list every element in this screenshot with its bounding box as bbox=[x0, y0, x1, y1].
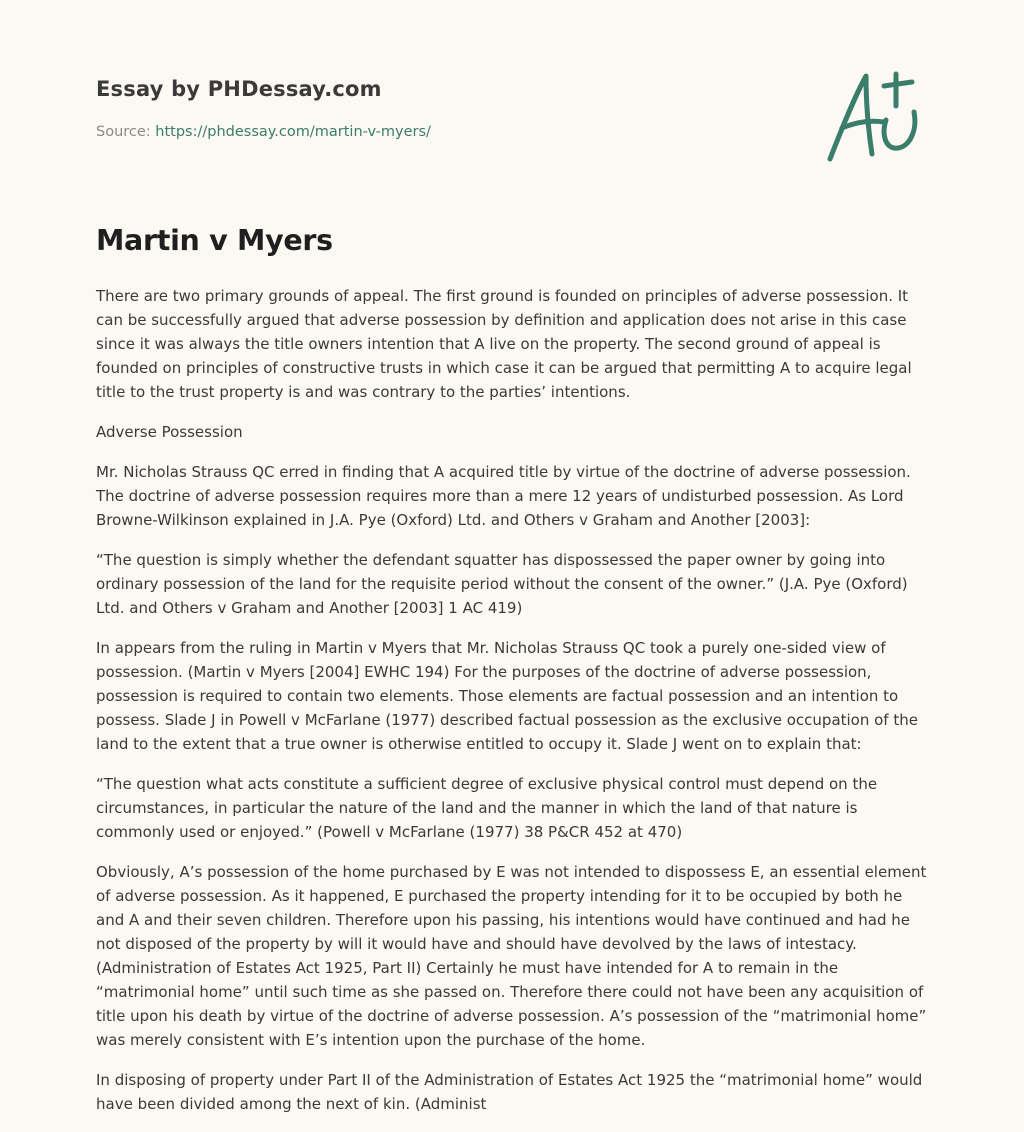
source-label: Source: bbox=[96, 124, 151, 140]
paragraph: In disposing of property under Part II of the Administration of Estates Act 1925 the “matrimonial home” would have been divided among the next of kin. (Administ bbox=[96, 1071, 923, 1113]
page-title: Martin v Myers bbox=[96, 224, 333, 257]
quote-paragraph: “The question what acts constitute a sufficient degree of exclusive physical control must depend on the circumstances, in particular the nature of the land and the manner in which the land of that nature is commonly used or enjoyed.” (Powell v McFarlane (1977) 38 P&CR 452 at 470) bbox=[96, 775, 878, 841]
source-link[interactable]: https://phdessay.com/martin-v-myers/ bbox=[155, 124, 431, 140]
section-heading: Adverse Possession bbox=[96, 423, 243, 441]
paragraph: Obviously, A’s possession of the home purchased by E was not intended to dispossess E, an essential element of adverse possession. As it happened, E purchased the property intending for it to be occupied by both he and A and their seven children. Therefore upon his passing, his intentions would have continued and had he not disposed of the property by will it would have and should have devolved by the laws of intestacy. (Administration of Estates Act 1925, Part II) Certainly he must have intended for A to remain in the “matrimonial home” until such time as she passed on. Therefore there could not have been any acquisition of title upon his death by virtue of the doctrine of adverse possession. A’s possession of the “matrimonial home” was merely consistent with E’s intention upon the purchase of the home. bbox=[96, 863, 927, 1049]
paragraph: Mr. Nicholas Strauss QC erred in finding that A acquired title by virtue of the doctrine of adverse possession. The doctrine of adverse possession requires more than a mere 12 years of undisturbed possession. As Lord Browne-Wilkinson explained in J.A. Pye (Oxford) Ltd. and Others v Graham and Another [2003]: bbox=[96, 463, 911, 529]
paragraph: There are two primary grounds of appeal. The first ground is founded on principles of adverse possession. It can be successfully argued that adverse possession by definition and application does not arise in this case since it was always the title owners intention that A live on the property. The second ground of appeal is founded on principles of constructive trusts in which case it can be argued that permitting A to acquire legal title to the trust property is and was contrary to the parties’ intentions. bbox=[96, 287, 912, 401]
brand-title: Essay by PHDessay.com bbox=[96, 77, 382, 101]
quote-paragraph: “The question is simply whether the defendant squatter has dispossessed the paper owner by going into ordinary possession of the land for the requisite period without the consent of the owner.” (J.A. Pye (Oxford) Ltd. and Others v Graham and Another [2003] 1 AC 419) bbox=[96, 551, 908, 617]
paragraph: In appears from the ruling in Martin v Myers that Mr. Nicholas Strauss QC took a purely one-sided view of possession. (Martin v Myers [2004] EWHC 194) For the purposes of the doctrine of adverse possession, possession is required to contain two elements. Those elements are factual possession and an intention to possess. Slade J in Powell v McFarlane (1977) described factual possession as the exclusive occupation of the land to the extent that a true owner is otherwise entitled to occupy it. Slade J went on to explain that: bbox=[96, 639, 918, 753]
a-plus-logo-icon bbox=[822, 68, 928, 166]
source-line bbox=[96, 124, 431, 140]
article-body bbox=[96, 284, 932, 1132]
